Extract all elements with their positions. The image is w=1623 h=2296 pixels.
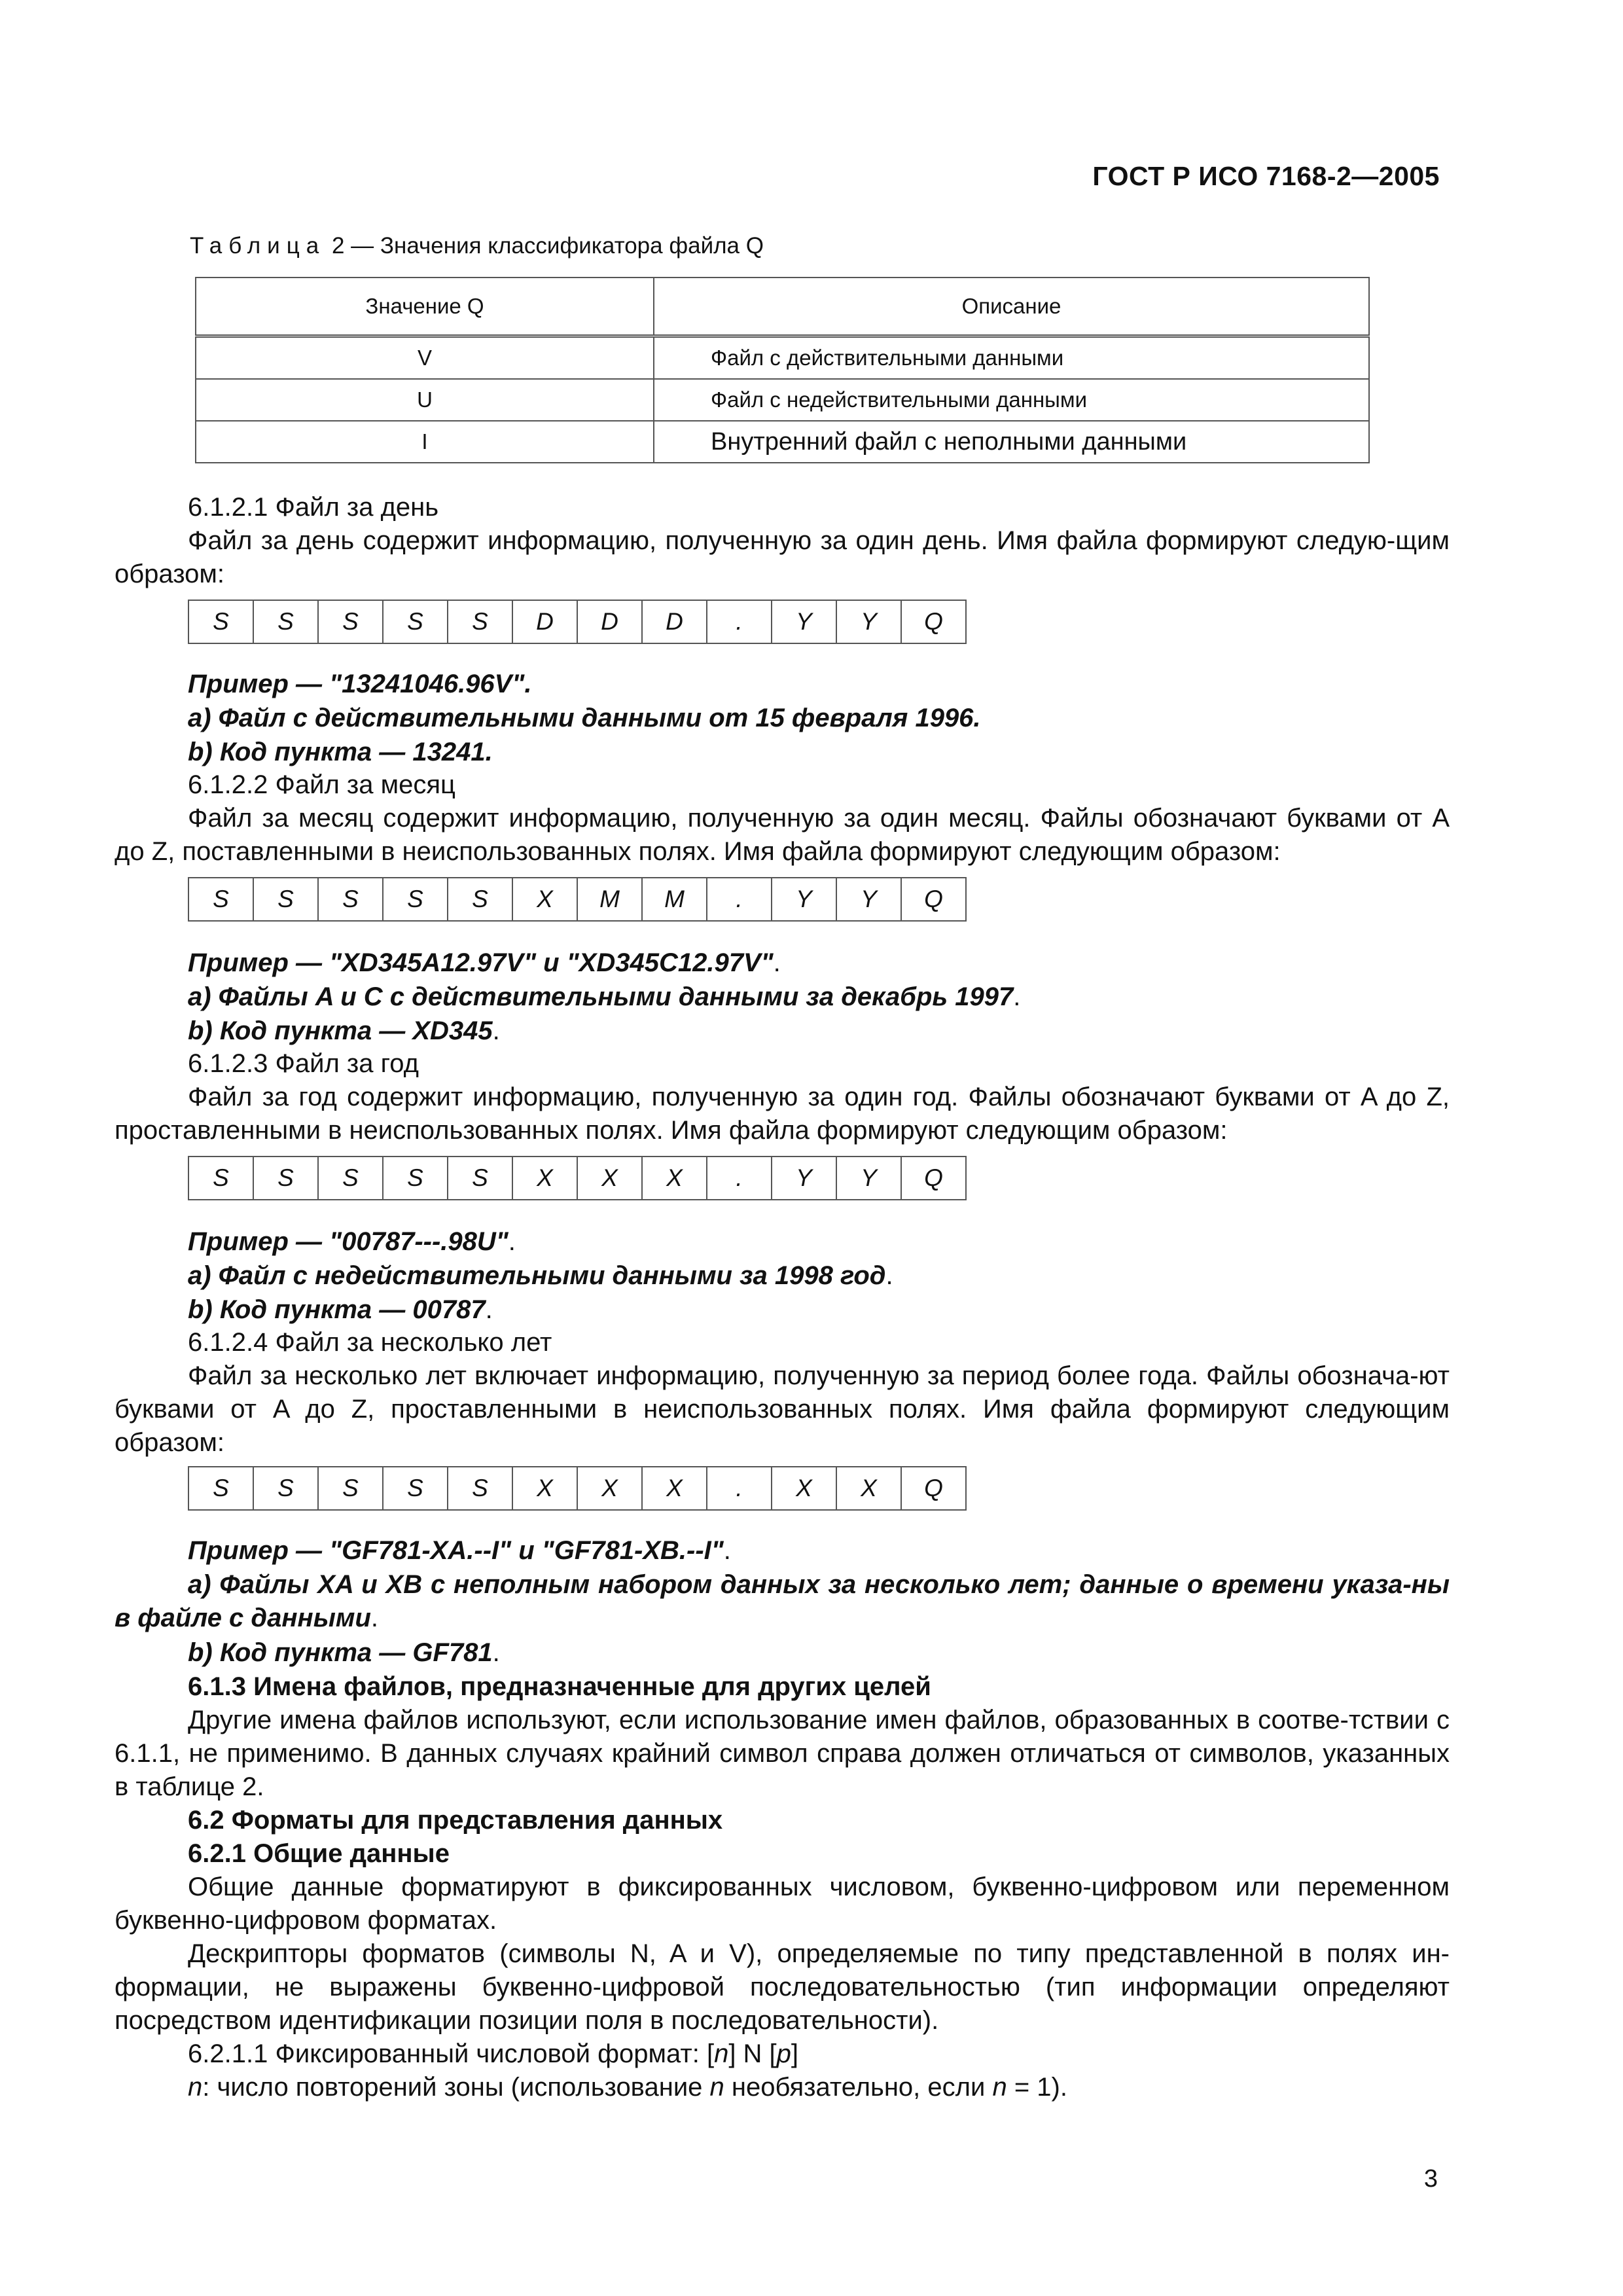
table-cell-description: Файл с действительными данными: [654, 336, 1369, 380]
format-cell: X: [772, 1467, 836, 1510]
section-613-body: Другие имена файлов используют, если использование имен файлов, образованных в соотве-тствии с 6.1.1, не применимо. В данных случаях крайний символ справа должен отличаться от символов, указанных в таблице 2.: [115, 1706, 1450, 1801]
format-cell: D: [512, 600, 577, 643]
format-cell: S: [383, 1467, 448, 1510]
multi-example: Пример — "GF781-XA.--I" и "GF781-XB.--I".: [188, 1536, 731, 1565]
section-6211-heading: 6.2.1.1 Фиксированный числовой формат: [n] N [p]: [188, 2039, 799, 2068]
year-format-table: [188, 1156, 967, 1200]
format-cell: Y: [772, 878, 836, 921]
month-example-b: b) Код пункта — XD345.: [188, 1016, 500, 1045]
table-cell-description: Файл с недействительными данными: [654, 379, 1369, 421]
format-cell: X: [577, 1157, 642, 1200]
section-621-heading: 6.2.1 Общие данные: [188, 1839, 450, 1868]
format-cell: X: [836, 1467, 901, 1510]
format-cell: X: [642, 1157, 707, 1200]
table-header-value: Значение Q: [196, 278, 654, 336]
format-cell: X: [642, 1467, 707, 1510]
format-cell: X: [512, 1157, 577, 1200]
multi-body: Файл за несколько лет включает информацию, полученную за период более года. Файлы обознача-ют буквами от A до Z, проставленными в неиспользованных полях. Имя файла формируют следующим образом:: [115, 1361, 1450, 1457]
format-cell: S: [188, 1157, 253, 1200]
format-cell: S: [448, 600, 512, 643]
section-6211-n-def: n: число повторений зоны (использование n необязательно, если n = 1).: [188, 2073, 1067, 2102]
qualifier-table: [195, 277, 1370, 463]
month-format-table: [188, 877, 967, 922]
table-caption: [190, 233, 764, 259]
format-cell: .: [707, 1157, 772, 1200]
format-cell: S: [318, 1157, 383, 1200]
year-example-a: a) Файл с недействительными данными за 1998 год.: [188, 1261, 893, 1290]
format-cell: D: [642, 600, 707, 643]
day-example: Пример — "13241046.96V".: [188, 670, 532, 698]
page-number: 3: [1423, 2165, 1438, 2193]
format-cell: M: [642, 878, 707, 921]
format-cell: S: [448, 1157, 512, 1200]
month-example: Пример — "XD345A12.97V" и "XD345C12.97V".: [188, 948, 781, 977]
format-cell: S: [188, 878, 253, 921]
year-example-b: b) Код пункта — 00787.: [188, 1295, 493, 1324]
format-cell: S: [253, 600, 318, 643]
day-section: [115, 491, 1450, 591]
section-621-p1: Общие данные форматируют в фиксированных числовом, буквенно-цифровом или переменном буквенно-цифровом форматах.: [115, 1873, 1450, 1935]
format-cell: X: [512, 1467, 577, 1510]
multi-section: [115, 1326, 1450, 1460]
month-section: [115, 768, 1450, 869]
format-cell: S: [383, 878, 448, 921]
format-cell: S: [188, 1467, 253, 1510]
format-cell: S: [253, 1157, 318, 1200]
table-row: [196, 379, 1369, 421]
day-example-b: b) Код пункта — 13241.: [188, 738, 493, 766]
format-cell: D: [577, 600, 642, 643]
multi-format-table: [188, 1466, 967, 1511]
table-cell-value: I: [196, 421, 654, 463]
day-example-a: a) Файл с действительными данными от 15 февраля 1996.: [188, 704, 981, 732]
format-cell: Y: [836, 600, 901, 643]
format-cell: S: [383, 1157, 448, 1200]
format-cell: S: [318, 1467, 383, 1510]
table-cell-value: U: [196, 379, 654, 421]
format-cell: X: [512, 878, 577, 921]
month-example-a: a) Файлы A и C с действительными данными за декабрь 1997.: [188, 982, 1021, 1011]
format-cell: Q: [901, 878, 966, 921]
table-caption-label: Таблица: [190, 233, 326, 259]
table-cell-description: Внутренний файл с неполными данными: [654, 421, 1369, 463]
format-cell: S: [448, 1467, 512, 1510]
format-cell: S: [253, 878, 318, 921]
year-heading: 6.1.2.3 Файл за год: [188, 1049, 419, 1078]
format-cell: M: [577, 878, 642, 921]
format-cell: S: [383, 600, 448, 643]
year-example: Пример — "00787---.98U".: [188, 1227, 516, 1256]
format-cell: Y: [772, 1157, 836, 1200]
section-62-heading: 6.2 Форматы для представления данных: [188, 1806, 723, 1835]
year-section: [115, 1047, 1450, 1147]
multi-example-a: a) Файлы XA и XB с неполным набором данных за несколько лет; данные о времени указа-ны в файле с данными.: [115, 1570, 1450, 1632]
section-621-body: [115, 1871, 1450, 2104]
format-cell: S: [318, 600, 383, 643]
day-heading: 6.1.2.1 Файл за день: [188, 493, 439, 522]
multi-heading: 6.1.2.4 Файл за несколько лет: [188, 1328, 552, 1357]
format-cell: X: [577, 1467, 642, 1510]
day-body: Файл за день содержит информацию, полученную за один день. Имя файла формируют следую-щим образом:: [115, 526, 1450, 588]
format-cell: Q: [901, 1467, 966, 1510]
format-cell: Q: [901, 600, 966, 643]
table-header-description: Описание: [654, 278, 1369, 336]
format-cell: S: [253, 1467, 318, 1510]
format-cell: Y: [836, 1157, 901, 1200]
standard-header: ГОСТ Р ИСО 7168-2—2005: [1092, 161, 1440, 191]
format-cell: Y: [836, 878, 901, 921]
day-format-table: [188, 600, 967, 644]
year-body: Файл за год содержит информацию, полученную за один год. Файлы обозначают буквами от A до Z, проставленными в неиспользованных полях. Имя файла формируют следующим образом:: [115, 1083, 1450, 1145]
table-caption-title: 2 — Значения классификатора файла Q: [325, 233, 764, 259]
format-cell: Y: [772, 600, 836, 643]
multi-example-b: b) Код пункта — GF781.: [188, 1638, 500, 1667]
table-cell-value: V: [196, 336, 654, 380]
month-body: Файл за месяц содержит информацию, полученную за один месяц. Файлы обозначают буквами от A до Z, поставленными в неиспользованных полях. Имя файла формируют следующим образом:: [115, 804, 1450, 866]
format-cell: .: [707, 878, 772, 921]
format-cell: .: [707, 1467, 772, 1510]
format-cell: S: [448, 878, 512, 921]
format-cell: .: [707, 600, 772, 643]
section-613-heading: 6.1.3 Имена файлов, предназначенные для других целей: [188, 1672, 931, 1701]
format-cell: Q: [901, 1157, 966, 1200]
table-row: [196, 421, 1369, 463]
table-row: [196, 336, 1369, 380]
section-621-p2: Дескрипторы форматов (символы N, A и V), определяемые по типу представленной в полях ин-формации, не выражены буквенно-цифровой последовательностью (тип информации определяют посредством идентификации позиции поля в последовательности).: [115, 1939, 1450, 2035]
format-cell: S: [318, 878, 383, 921]
month-heading: 6.1.2.2 Файл за месяц: [188, 770, 455, 799]
format-cell: S: [188, 600, 253, 643]
